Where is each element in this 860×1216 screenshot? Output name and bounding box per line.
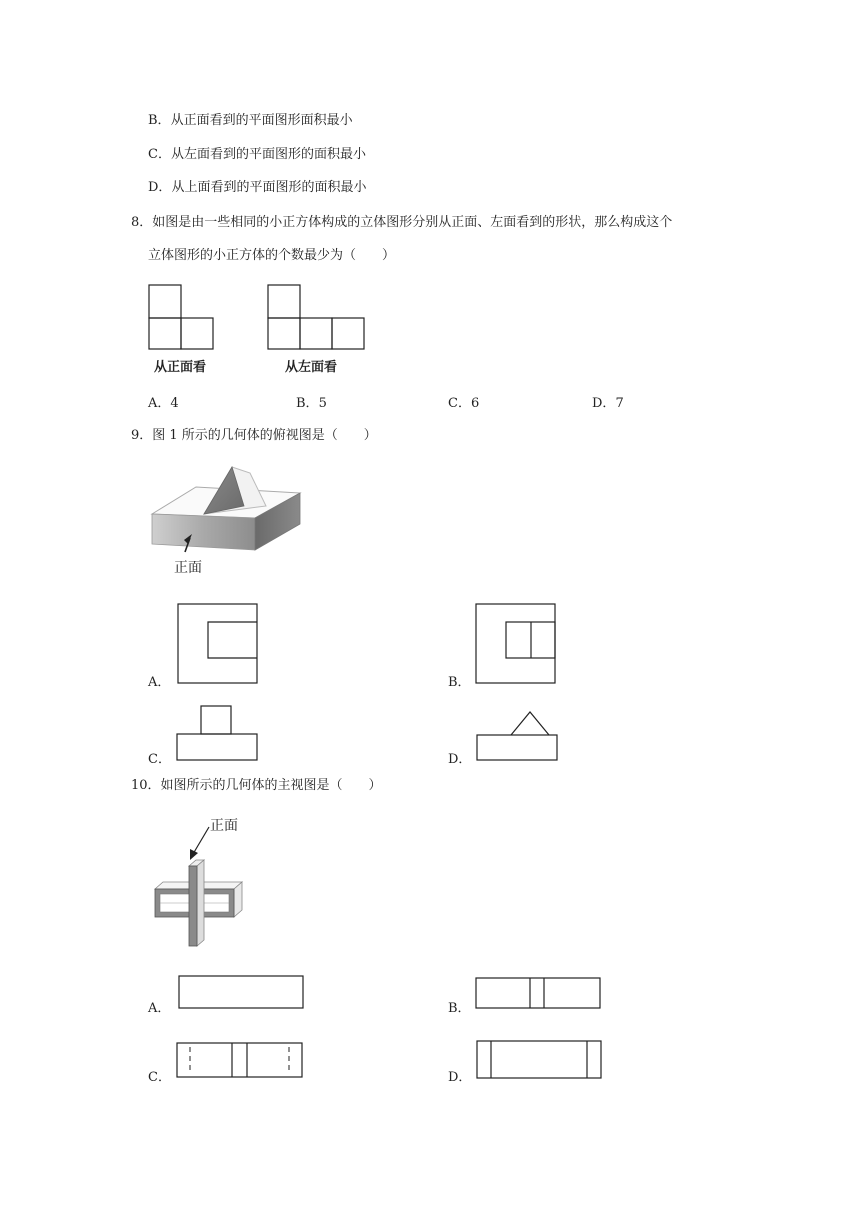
option-label: D．: [592, 396, 616, 411]
front-label: 正面: [210, 818, 238, 834]
q9-option-c-figure: [170, 700, 270, 765]
q9-option-c-label: C．: [148, 752, 171, 767]
option-text: 从正面看到的平面图形面积最小: [170, 113, 353, 128]
q10-option-d-label: D．: [448, 1070, 472, 1085]
option-text: 6: [470, 396, 480, 411]
q8-views-figure: [140, 280, 380, 380]
q10-option-b-label: B．: [448, 1001, 471, 1016]
option-text: 5: [318, 396, 327, 411]
option-text: 从上面看到的平面图形的面积最小: [171, 180, 367, 195]
left-view-caption: 从左面看: [285, 360, 338, 375]
q8-option-d: [592, 395, 624, 413]
q9-option-d-label: D．: [448, 752, 472, 767]
q9-option-a-figure: [170, 597, 270, 692]
q10-option-b-figure: [472, 972, 607, 1014]
option-text: 从左面看到的平面图形的面积最小: [170, 147, 366, 162]
q8-stem-line1: 8．如图是由一些相同的小正方体构成的立体图形分别从正面、左面看到的形状，那么构成这个: [131, 215, 673, 230]
q10-solid-figure: [148, 810, 258, 955]
q10-stem: 10．如图所示的几何体的主视图是（ ）: [131, 778, 382, 793]
q10-option-c-figure: [172, 1038, 307, 1083]
option-label: B．: [296, 396, 319, 411]
left-view-grid: [268, 285, 364, 349]
q9-option-d-figure: [470, 705, 570, 765]
front-view-grid: [149, 285, 213, 349]
q9-option-b-label: B．: [448, 675, 471, 690]
option-label: C．: [148, 147, 171, 162]
q10-option-a-figure: [174, 970, 309, 1015]
q9-stem: 9．图 1 所示的几何体的俯视图是（ ）: [131, 428, 377, 443]
q8-option-b: [296, 395, 327, 413]
q7-option-c: [148, 146, 366, 164]
q10-option-a-label: A．: [148, 1001, 171, 1016]
q8-option-a: [148, 395, 179, 413]
option-label: D．: [148, 180, 172, 195]
q8-stem-line2: 立体图形的小正方体的个数最少为（ ）: [148, 248, 396, 263]
option-label: A．: [148, 396, 171, 411]
q9-option-b-figure: [468, 597, 568, 692]
q10-option-c-label: C．: [148, 1070, 171, 1085]
option-label: B．: [148, 113, 171, 128]
option-label: C．: [448, 396, 471, 411]
q7-option-b: [148, 112, 353, 130]
front-label: 正面: [174, 560, 202, 576]
q7-option-d: [148, 179, 366, 197]
front-view-caption: 从正面看: [154, 360, 207, 375]
option-text: 7: [615, 396, 624, 411]
q9-option-a-label: A．: [148, 675, 171, 690]
option-text: 4: [170, 396, 179, 411]
q10-option-d-figure: [472, 1036, 607, 1084]
q8-option-c: [448, 395, 479, 413]
q9-solid-figure: [148, 460, 318, 585]
